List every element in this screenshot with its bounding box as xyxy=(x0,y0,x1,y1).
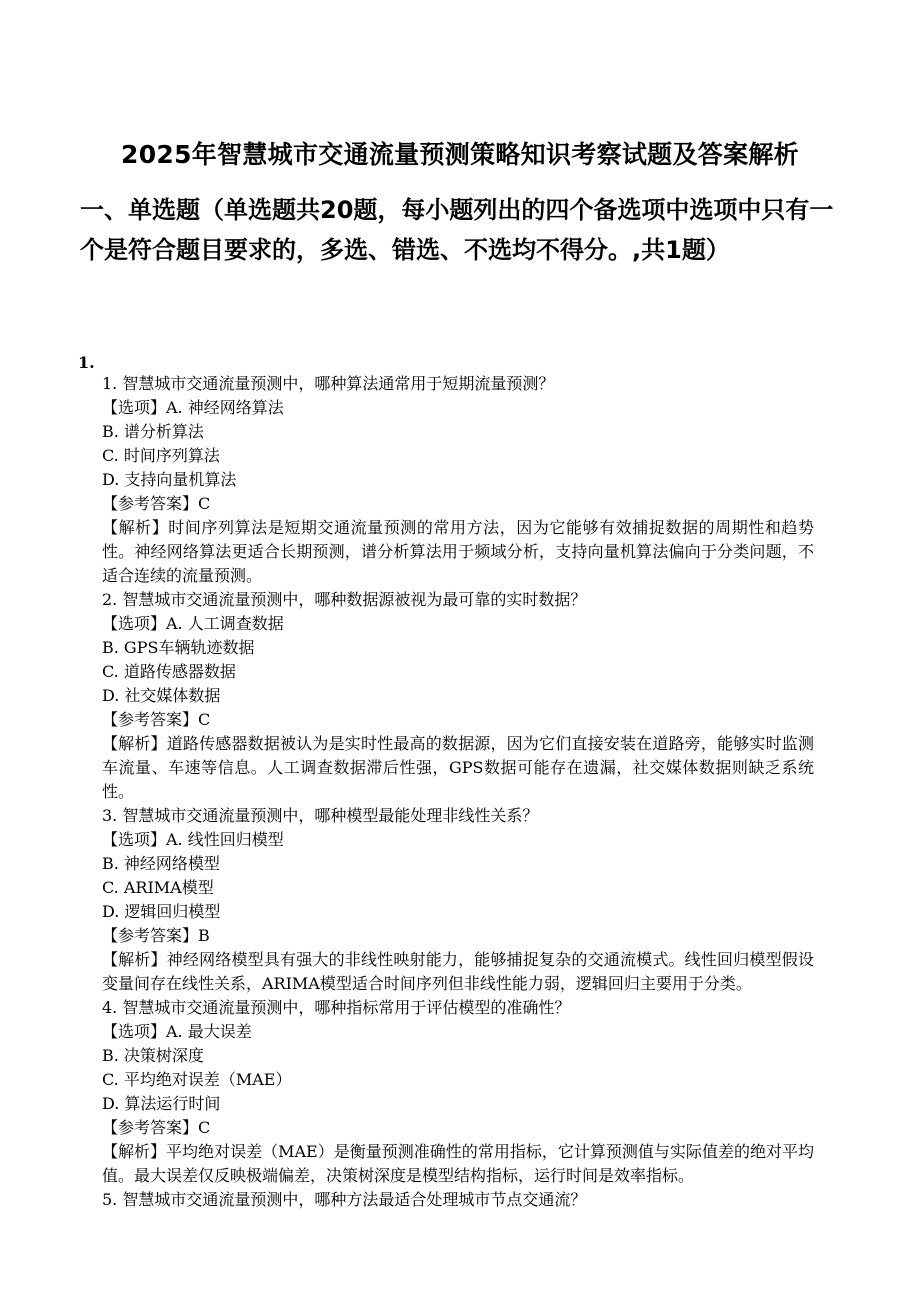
option-c: C. 道路传感器数据 xyxy=(102,662,236,681)
option-d: D. 算法运行时间 xyxy=(102,1094,221,1113)
option-c: C. 平均绝对误差（MAE） xyxy=(102,1070,292,1089)
question-3 xyxy=(102,804,814,996)
option-d: D. 支持向量机算法 xyxy=(102,470,237,489)
question-stem: 2. 智慧城市交通流量预测中，哪种数据源被视为最可靠的实时数据？ xyxy=(102,590,587,609)
option-a: 【选项】A. 线性回归模型 xyxy=(102,830,284,849)
option-c: C. ARIMA模型 xyxy=(102,878,214,897)
option-b: B. GPS车辆轨迹数据 xyxy=(102,638,255,657)
question-stem: 4. 智慧城市交通流量预测中，哪种指标常用于评估模型的准确性？ xyxy=(102,998,571,1017)
section-heading: 一、单选题（单选题共20题，每小题列出的四个备选项中选项中只有一个是符合题目要求的，多选、错选、不选均不得分。,共1题） xyxy=(80,196,834,264)
question-stem: 3. 智慧城市交通流量预测中，哪种模型最能处理非线性关系？ xyxy=(102,806,539,825)
question-5 xyxy=(102,1188,814,1212)
option-a: 【选项】A. 最大误差 xyxy=(102,1022,252,1041)
option-c: C. 时间序列算法 xyxy=(102,446,220,465)
analysis: 【解析】道路传感器数据被认为是实时性最高的数据源，因为它们直接安装在道路旁，能够实时监测车流量、车速等信息。人工调查数据滞后性强，GPS数据可能存在遗漏，社交媒体数据则缺乏系统性。 xyxy=(102,734,814,801)
question-stem: 1. 智慧城市交通流量预测中，哪种算法通常用于短期流量预测？ xyxy=(102,374,555,393)
option-b: B. 决策树深度 xyxy=(102,1046,204,1065)
reference-answer: 【参考答案】C xyxy=(102,710,211,729)
question-number: 1. xyxy=(78,353,95,372)
question-list xyxy=(102,372,814,1212)
question-2 xyxy=(102,588,814,804)
question-1 xyxy=(102,372,814,588)
analysis: 【解析】神经网络模型具有强大的非线性映射能力，能够捕捉复杂的交通流模式。线性回归模型假设变量间存在线性关系，ARIMA模型适合时间序列但非线性能力弱，逻辑回归主要用于分类。 xyxy=(102,950,814,993)
option-a: 【选项】A. 神经网络算法 xyxy=(102,398,284,417)
option-a: 【选项】A. 人工调查数据 xyxy=(102,614,284,633)
question-4 xyxy=(102,996,814,1188)
question-stem: 5. 智慧城市交通流量预测中，哪种方法最适合处理城市节点交通流？ xyxy=(102,1190,587,1209)
option-d: D. 社交媒体数据 xyxy=(102,686,221,705)
option-d: D. 逻辑回归模型 xyxy=(102,902,221,921)
analysis: 【解析】时间序列算法是短期交通流量预测的常用方法，因为它能够有效捕捉数据的周期性和趋势性。神经网络算法更适合长期预测，谱分析算法用于频域分析，支持向量机算法偏向于分类问题，不适合连续的流量预测。 xyxy=(102,518,814,585)
option-b: B. 神经网络模型 xyxy=(102,854,220,873)
analysis: 【解析】平均绝对误差（MAE）是衡量预测准确性的常用指标，它计算预测值与实际值差的绝对平均值。最大误差仅反映极端偏差，决策树深度是模型结构指标，运行时间是效率指标。 xyxy=(102,1142,814,1185)
reference-answer: 【参考答案】C xyxy=(102,1118,211,1137)
document-title: 2025年智慧城市交通流量预测策略知识考察试题及答案解析 xyxy=(121,140,799,169)
option-b: B. 谱分析算法 xyxy=(102,422,204,441)
reference-answer: 【参考答案】C xyxy=(102,494,211,513)
reference-answer: 【参考答案】B xyxy=(102,926,210,945)
